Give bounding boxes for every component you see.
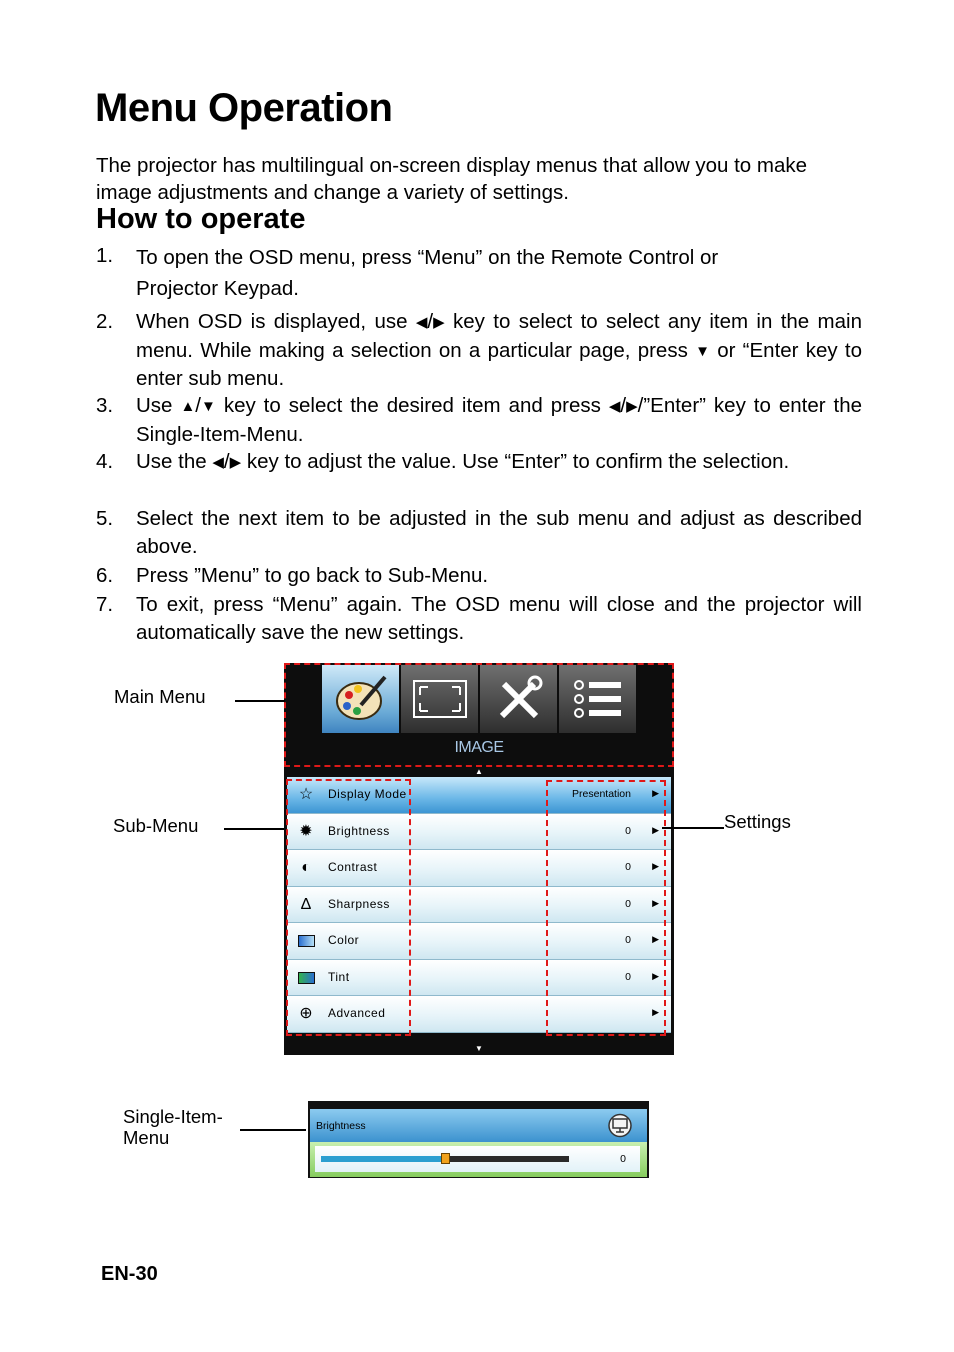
osd-title: IMAGE [454,739,504,756]
callout-settings: Settings [724,811,791,832]
callout-line-single-item [240,1129,306,1131]
sub-menu-highlight [286,779,411,1036]
slider-fill [321,1156,445,1162]
intro-paragraph: The projector has multilingual on-screen display menus that allow you to make image adjustments and change a variety of settings. [96,154,808,204]
step-5: 5. Select the next item to be adjusted in the sub menu and adjust as described above. [96,507,862,558]
right-arrow-icon: ▶ [229,454,242,471]
sharpness-icon: Δ [300,895,312,913]
brightness-slider[interactable] [321,1156,569,1162]
menu-item-contrast[interactable]: ◐ Contrast 0 ▶ [287,850,671,887]
down-arrow-icon: ▼ [201,398,216,415]
step-4: 4. Use the ◀/▶ key to adjust the value. Use “Enter” to confirm the selection. [96,448,862,477]
single-item-header: Brightness [310,1109,647,1142]
step-2: 2. When OSD is displayed, use ◀/▶ key to select to select any item in the main menu. While making a selection on a particular page, press ▼ or “Enter key to enter sub menu. [96,310,862,390]
callout-single-item-menu: Single-Item- Menu [123,1106,223,1148]
advanced-icon: ⊕ [299,1005,313,1022]
right-arrow-icon: ▶ [652,934,659,944]
brightness-icon: ✹ [299,822,313,840]
left-arrow-icon: ◀ [608,398,621,415]
right-arrow-icon: ▶ [652,788,659,798]
main-menu-highlight [284,663,674,767]
callout-line-main-menu [235,700,285,702]
callout-line-sub-menu [224,828,284,830]
slider-value: 0 [620,1153,626,1165]
section-title: How to operate [96,203,306,235]
star-icon: ☆ [298,786,314,803]
right-arrow-icon: ▶ [652,861,659,871]
slider-handle[interactable] [441,1153,450,1164]
step-7: 7. To exit, press “Menu” again. The OSD menu will close and the projector will automatically save the new settings. [96,593,862,644]
menu-item-advanced[interactable]: ⊕ Advanced ▶ [287,996,671,1033]
scroll-down-icon[interactable]: ▼ [475,1044,483,1053]
right-arrow-icon: ▶ [652,1007,659,1017]
right-arrow-icon: ▶ [626,398,638,415]
right-arrow-icon: ▶ [652,970,659,981]
contrast-icon: ◐ [301,859,311,876]
single-item-menu [308,1101,649,1178]
callout-sub-menu: Sub-Menu [113,815,199,836]
page-number: EN-30 [101,1263,158,1285]
page-title: Menu Operation [95,86,393,130]
menu-item-display-mode[interactable]: ☆ Display Mode Presentation ▶ [287,777,671,814]
projector-screen-icon [607,1113,633,1138]
right-arrow-icon: ▶ [652,824,659,835]
menu-item-brightness[interactable]: ✹ Brightness 0 ▶ [287,814,671,851]
callout-line-settings [662,827,724,829]
down-arrow-icon: ▼ [695,342,710,360]
menu-item-color[interactable]: Color 0 ▶ [287,923,671,960]
right-arrow-icon: ▶ [652,897,659,908]
left-arrow-icon: ◀ [415,314,428,331]
step-6: 6. Press ”Menu” to go back to Sub-Menu. [96,564,489,587]
up-arrow-icon: ▲ [180,398,196,415]
left-arrow-icon: ◀ [212,454,224,471]
menu-item-sharpness[interactable]: Δ Sharpness 0 ▶ [287,887,671,924]
step-1: 1. To open the OSD menu, press “Menu” on the Remote Control or Projector Keypad. [96,244,719,300]
scroll-up-icon[interactable]: ▲ [475,767,483,776]
menu-item-tint[interactable]: Tint 0 ▶ [287,960,671,997]
settings-highlight [546,780,666,1036]
step-3: 3. Use ▲/▼ key to select the desired item and press ◀/▶/”Enter” key to enter the Single-Item-Menu. [96,394,863,446]
callout-main-menu: Main Menu [114,686,206,707]
right-arrow-icon: ▶ [433,314,445,331]
